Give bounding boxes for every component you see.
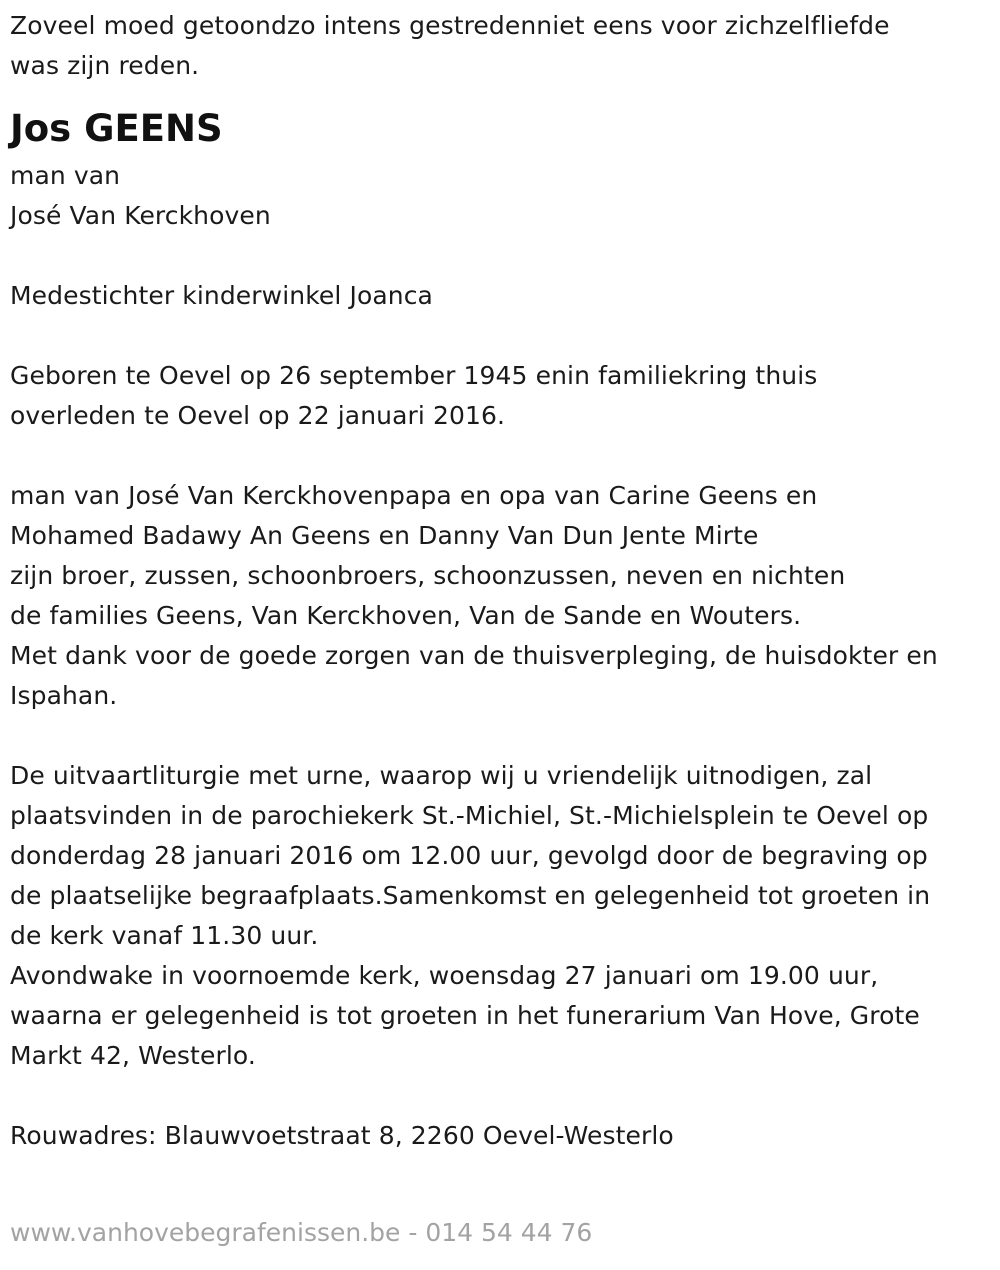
family-line: zijn broer, zussen, schoonbroers, schoonzussen, neven en nichten bbox=[10, 561, 846, 590]
ceremony-line: de plaatselijke begraafplaats.Samenkomst en gelegenheid tot groeten in bbox=[10, 881, 931, 910]
family-line: man van José Van Kerckhovenpapa en opa van Carine Geens en bbox=[10, 481, 818, 510]
dates-line: overleden te Oevel op 22 januari 2016. bbox=[10, 401, 506, 430]
spouse-name: José Van Kerckhoven bbox=[10, 201, 271, 230]
ceremony-line: waarna er gelegenheid is tot groeten in het funerarium Van Hove, Grote bbox=[10, 1001, 920, 1030]
dates-line: Geboren te Oevel op 26 september 1945 enin familiekring thuis bbox=[10, 361, 818, 390]
family-block bbox=[10, 476, 995, 716]
ceremony-line: de kerk vanaf 11.30 uur. bbox=[10, 921, 319, 950]
ceremony-line: Markt 42, Westerlo. bbox=[10, 1041, 256, 1070]
family-line: de families Geens, Van Kerckhoven, Van de Sande en Wouters. bbox=[10, 601, 802, 630]
role-text: Medestichter kinderwinkel Joanca bbox=[10, 281, 433, 310]
spacer bbox=[10, 236, 995, 276]
deceased-name: Jos GEENS bbox=[10, 107, 223, 150]
ceremony-line: De uitvaartliturgie met urne, waarop wij u vriendelijk uitnodigen, zal bbox=[10, 761, 873, 790]
spacer bbox=[10, 716, 995, 756]
spacer bbox=[10, 316, 995, 356]
intro-poem bbox=[10, 6, 995, 86]
spacer bbox=[10, 436, 995, 476]
footer-contact: www.vanhovebegrafenissen.be - 014 54 44 76 bbox=[10, 1218, 593, 1247]
ceremony-block bbox=[10, 756, 995, 1076]
intro-line: Zoveel moed getoondzo intens gestredenniet eens voor zichzelfliefde bbox=[10, 11, 890, 40]
ceremony-line: Avondwake in voornoemde kerk, woensdag 27 januari om 19.00 uur, bbox=[10, 961, 879, 990]
mourning-address: Rouwadres: Blauwvoetstraat 8, 2260 Oevel-Westerlo bbox=[10, 1121, 674, 1150]
obituary-document bbox=[10, 6, 995, 1156]
family-line: Met dank voor de goede zorgen van de thuisverpleging, de huisdokter en bbox=[10, 641, 938, 670]
family-line: Mohamed Badawy An Geens en Danny Van Dun Jente Mirte bbox=[10, 521, 759, 550]
intro-line: was zijn reden. bbox=[10, 51, 200, 80]
family-line: Ispahan. bbox=[10, 681, 118, 710]
ceremony-line: plaatsvinden in de parochiekerk St.-Michiel, St.-Michielsplein te Oevel op bbox=[10, 801, 929, 830]
relation-text: man van bbox=[10, 161, 121, 190]
dates-block bbox=[10, 356, 995, 436]
ceremony-line: donderdag 28 januari 2016 om 12.00 uur, gevolgd door de begraving op bbox=[10, 841, 928, 870]
spacer bbox=[10, 1076, 995, 1116]
